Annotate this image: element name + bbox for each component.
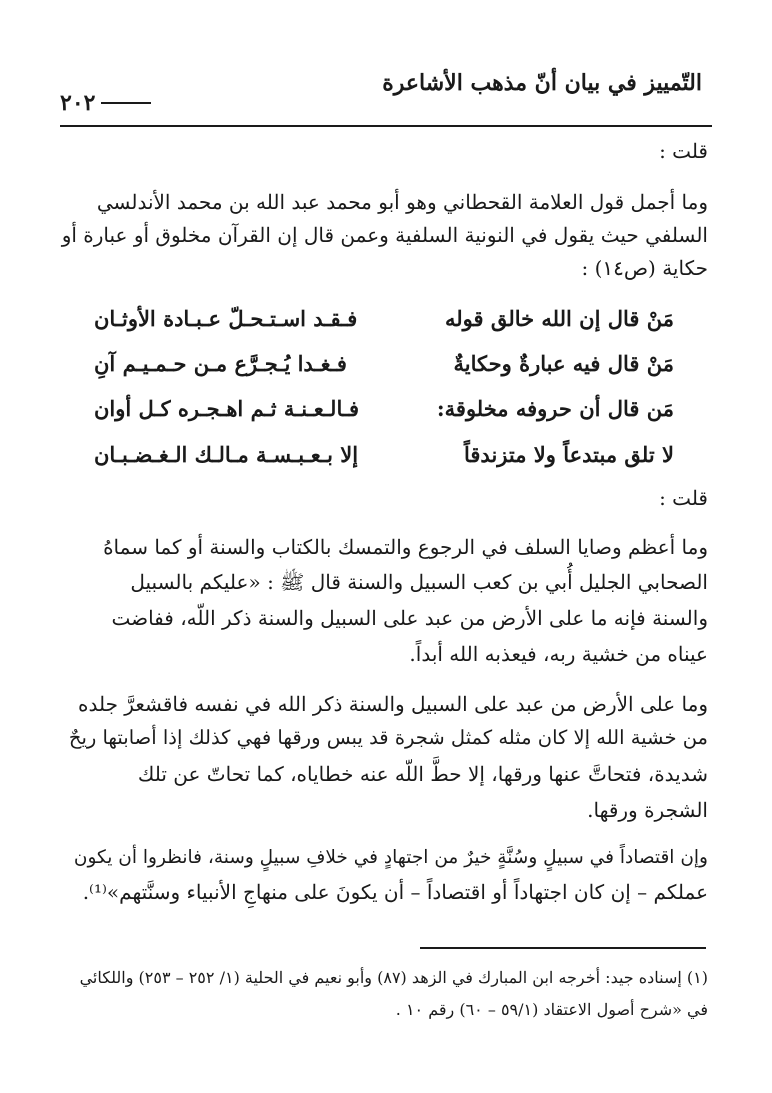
para-4-line-2: عملكم – إن كان اجتهاداً أو اقتصاداً – أن يكونَ على منهاجِ الأنبياء وسنَّتهم»⁽¹⁾.	[82, 880, 708, 904]
para-2-line-1: وما أعظم وصايا السلف في الرجوع والتمسك بالكتاب والسنة أو كما سماهُ	[103, 535, 708, 559]
footnote-rule	[420, 947, 706, 949]
poem-verse	[94, 343, 674, 383]
para-3-line-3: شديدة، فتحاتَّ عنها ورقها، إلا حطَّ اللّه عنه خطاياه، كما تحاتّ عن تلك	[137, 762, 708, 786]
poem-hemistich-left: فـالـعـنـة ثـم اهـجـره كـل أوان	[94, 395, 360, 421]
poem-hemistich-right: مَن قال أن حروفه مخلوقة:	[436, 395, 674, 421]
running-title: التّمييز في بيان أنّ مذهب الأشاعرة	[382, 70, 702, 96]
poem-hemistich-right: مَنْ قال إن الله خالق قوله	[444, 305, 674, 331]
poem-hemistich-right: مَنْ قال فيه عبارةٌ وحكايةٌ	[453, 350, 674, 376]
page-number-text: ٢٠٢	[60, 90, 96, 116]
para-3-line-4: الشجرة ورقها.	[587, 798, 708, 822]
para-2-line-3: والسنة فإنه ما على الأرض من عبد على السبيل والسنة ذكر اللّه، ففاضت	[111, 606, 708, 630]
page-number-dash	[101, 102, 151, 104]
poem-hemistich-right: لا تلق مبتدعاً ولا متزندقاً	[464, 441, 674, 467]
poem-verse	[94, 388, 674, 428]
poem-verse	[94, 298, 674, 338]
poem-verse	[94, 434, 674, 474]
qult-label-1: قلت :	[659, 139, 708, 163]
para-1-line-3: حكاية (ص١٤) :	[581, 256, 708, 280]
para-1-line-1: وما أجمل قول العلامة القحطاني وهو أبو محمد عبد الله بن محمد الأندلسي	[96, 190, 708, 214]
para-2-line-4: عيناه من خشية ربه، فيعذبه الله أبداً.	[409, 642, 708, 666]
para-2-line-2: الصحابي الجليل أُبي بن كعب السبيل والسنة قال ﷺ : «عليكم بالسبيل	[130, 570, 708, 594]
poem-hemistich-left: إلا بـعـبـسـة مـالـك الـغـضـبـان	[94, 441, 359, 467]
poem-hemistich-left: فـغـدا يُـجـرَّع مـن حـمـيـم آنِ	[94, 350, 347, 376]
para-3-line-2: من خشية الله إلا كان مثله كمثل شجرة قد يبس ورقها فهي كذلك إذا أصابتها ريحٌ	[68, 726, 708, 749]
poem-hemistich-left: فـقـد اسـتـحـلّ عـبـادة الأوثـان	[94, 305, 358, 331]
qult-label-2: قلت :	[659, 486, 708, 510]
para-4-line-1: وإن اقتصاداً في سبيلٍ وسُنَّةٍ خيرٌ من اجتهادٍ في خلافِ سبيلٍ وسنة، فانظروا أن يكون	[73, 847, 708, 868]
para-3-line-1: وما على الأرض من عبد على السبيل والسنة ذكر الله في نفسه فاقشعرَّ جلده	[77, 692, 708, 716]
footnote-line-2: في «شرح أصول الاعتقاد (٥٩/١ – ٦٠) رقم ١٠ .	[395, 1000, 708, 1019]
page-number	[60, 90, 151, 116]
running-header	[60, 70, 712, 120]
header-rule	[60, 125, 712, 127]
footnote-line-1: (١) إسناده جيد: أخرجه ابن المبارك في الزهد (٨٧) وأبو نعيم في الحلية (١/ ٢٥٢ – ٢٥٣) واللكائي	[79, 968, 708, 987]
para-1-line-2: السلفي حيث يقول في النونية السلفية وعمن قال إن القرآن مخلوق أو عبارة أو	[61, 223, 708, 247]
